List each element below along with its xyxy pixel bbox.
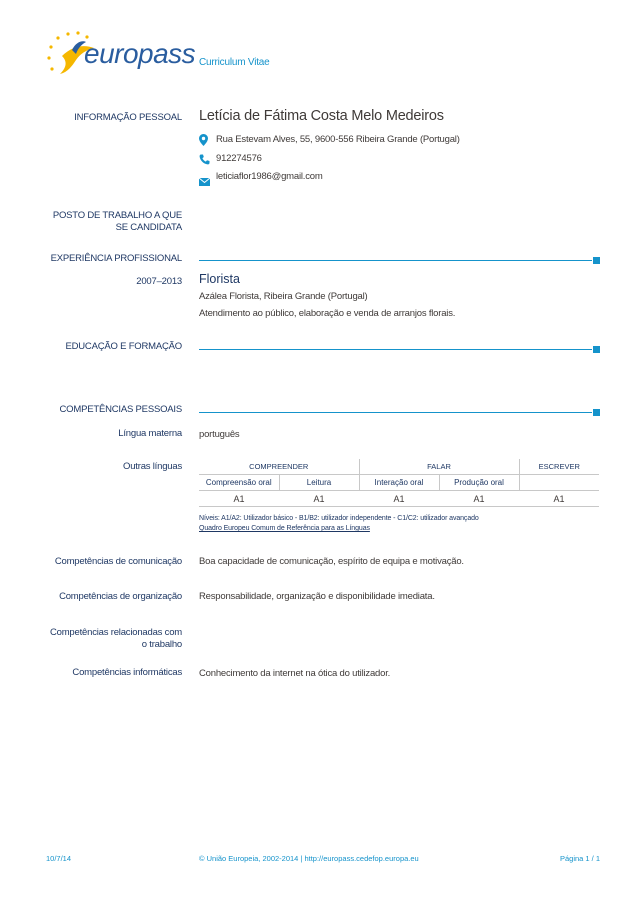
languages-table-subheader <box>199 475 599 491</box>
digital-label: Competências informáticas <box>72 667 182 678</box>
phone: 912274576 <box>216 153 262 164</box>
experience-description: Atendimento ao público, elaboração e venda de arranjos florais. <box>199 308 456 319</box>
skills-divider <box>199 412 592 413</box>
experience-title: Florista <box>199 272 240 286</box>
sub-spoken-interaction: Interação oral <box>359 475 439 491</box>
languages-table <box>199 459 599 507</box>
sub-listening: Compreensão oral <box>199 475 279 491</box>
level-writing: A1 <box>553 493 565 504</box>
other-languages-label: Outras línguas <box>123 461 182 472</box>
levels-link[interactable]: Quadro Europeu Comum de Referência para as Línguas <box>199 525 370 532</box>
sub-spoken-production: Produção oral <box>439 475 519 491</box>
email[interactable]: leticiaflor1986@gmail.com <box>216 171 323 182</box>
job-related-label <box>50 627 182 651</box>
footer-date: 10/7/14 <box>46 854 72 863</box>
skills-section-label: COMPETÊNCIAS PESSOAIS <box>59 404 182 415</box>
skills-divider-square <box>593 409 600 416</box>
education-divider <box>199 349 592 350</box>
languages-table-levels <box>199 491 599 507</box>
level-spoken-production: A1 <box>473 493 485 504</box>
job-related-label-line1: Competências relacionadas com <box>49 627 182 638</box>
logo-text: europass <box>84 38 196 69</box>
footer-page: Página 1 / 1 <box>559 854 600 863</box>
digital-value: Conhecimento da internet na ótica do utilizador. <box>199 668 391 679</box>
address: Rua Estevam Alves, 55, 9600-556 Ribeira Grande (Portugal) <box>216 134 460 145</box>
experience-divider <box>199 260 592 261</box>
experience-section-label: EXPERIÊNCIA PROFISSIONAL <box>50 253 182 264</box>
group-writing: ESCREVER <box>519 459 599 475</box>
organisational-label: Competências de organização <box>59 591 182 602</box>
level-listening: A1 <box>233 493 245 504</box>
job-applied-label-line1: POSTO DE TRABALHO A QUE <box>52 210 182 221</box>
level-reading: A1 <box>313 493 325 504</box>
europass-logo <box>42 28 196 80</box>
experience-employer: Azálea Florista, Ribeira Grande (Portugal) <box>199 291 368 302</box>
mother-tongue: português <box>199 429 240 440</box>
communication-value: Boa capacidade de comunicação, espírito de equipa e motivação. <box>199 556 464 567</box>
levels-note: Níveis: A1/A2: Utilizador básico - B1/B2: utilizador independente - C1/C2: utilizador avançado <box>199 515 479 522</box>
personal-section-label: INFORMAÇÃO PESSOAL <box>74 112 182 123</box>
group-speaking: FALAR <box>359 459 519 475</box>
level-spoken-interaction: A1 <box>393 493 405 504</box>
phone-icon <box>199 152 210 170</box>
email-icon <box>199 173 210 191</box>
sub-reading: Leitura <box>279 475 359 491</box>
job-applied-label-line2: SE CANDIDATA <box>115 222 182 233</box>
organisational-value: Responsabilidade, organização e disponibilidade imediata. <box>199 591 435 602</box>
doc-title: Curriculum Vitae <box>199 57 270 68</box>
education-section-label: EDUCAÇÃO E FORMAÇÃO <box>65 341 182 352</box>
experience-divider-square <box>593 257 600 264</box>
location-icon <box>199 133 208 151</box>
person-name: Letícia de Fátima Costa Melo Medeiros <box>199 108 444 124</box>
education-divider-square <box>593 346 600 353</box>
job-applied-label <box>53 210 182 234</box>
communication-label: Competências de comunicação <box>54 556 182 567</box>
languages-table-header <box>199 459 599 475</box>
job-related-label-line2: o trabalho <box>141 639 182 650</box>
footer-copyright[interactable]: © União Europeia, 2002-2014 | http://europass.cedefop.europa.eu <box>199 854 419 863</box>
mother-tongue-label: Língua materna <box>118 428 182 439</box>
group-understanding: COMPREENDER <box>199 459 359 475</box>
experience-dates: 2007–2013 <box>136 276 182 287</box>
